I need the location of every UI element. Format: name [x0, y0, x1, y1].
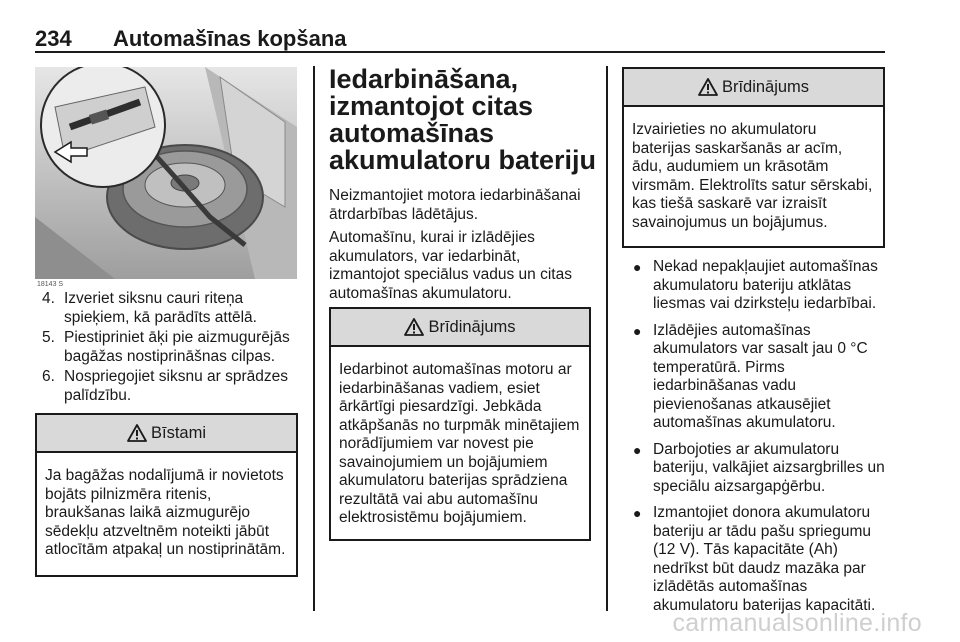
step-text: Izveriet siksnu cauri riteņa spieķiem, kā parādīts attēlā.: [64, 290, 257, 326]
step-number: 4.: [42, 290, 55, 307]
header-rule: [35, 51, 885, 53]
bullet-icon: ●: [633, 505, 642, 521]
paragraph: Automašīnu, kurai ir izlādējies akumulators, var iedarbināt, izmantojot speciālus vadus un citas automašīnas akumulatoru.: [329, 229, 572, 302]
chapter-title: Automašīnas kopšana: [113, 26, 347, 51]
spare-wheel-illustration: [35, 67, 297, 279]
warning-box-body: Izvairieties no akumulatoru baterijas saskaršanās ar acīm, ādu, audumiem un krāsotām virsmām. Elektrolīts satur sērskabi, kas tiešā saskarē var izraisīt savainojumus un bojājumus.: [632, 121, 873, 231]
page-number: 234: [35, 26, 72, 51]
warning-box: [622, 67, 885, 248]
danger-box-header: [37, 415, 296, 453]
list-item: [42, 329, 298, 366]
step-text: Piestipriniet āķi pie aizmugurējās bagāžas nostiprināšnas cilpas.: [64, 329, 290, 365]
bullet-text: Nekad nepakļaujiet automašīnas akumulatoru bateriju atklātas liesmas vai dzirksteļu iedarbībai.: [653, 258, 878, 312]
page-header: [35, 22, 885, 52]
section-title: Iedarbināšana, izmantojot citas automašīnas akumulatoru bateriju: [329, 64, 597, 175]
warning-box-header: [624, 69, 883, 107]
warning-box-header: [331, 309, 589, 347]
warning-triangle-icon: [127, 424, 147, 442]
list-item: [631, 258, 891, 314]
list-item: [631, 322, 891, 433]
warning-triangle-icon: [698, 78, 718, 96]
procedure-steps: [42, 290, 298, 407]
warning-triangle-icon: [404, 318, 424, 336]
list-item: [42, 290, 298, 327]
danger-box-body: Ja bagāžas nodalījumā ir novietots bojāts pilnizmēra ritenis, braukšanas laikā aizmugurējo sēdekļu atzveltnēm noteikti jābūt atlocītām atpakaļ un nostiprinātām.: [45, 467, 286, 558]
list-item: [631, 504, 891, 615]
step-number: 5.: [42, 329, 55, 346]
image-id: 18143 S: [37, 281, 64, 288]
warning-box-title: Brīdinājums: [721, 77, 810, 96]
bullet-icon: ●: [633, 441, 642, 458]
warning-box-title: Brīdinājums: [428, 317, 516, 336]
bullet-list: [631, 258, 891, 623]
warning-box: [329, 307, 591, 541]
step-text: Nospriegojiet siksnu ar sprādzes palīdzību.: [64, 368, 288, 404]
danger-box-title: Bīstami: [150, 423, 206, 442]
watermark: carmanualsonline.info: [672, 609, 922, 637]
step-number: 6.: [42, 368, 55, 385]
bullet-text: Izlādējies automašīnas akumulators var sasalt jau 0 °C temperatūrā. Pirms iedarbināšanas vadu pievienošanas atkausējiet automašīnas akumulatoru.: [653, 321, 868, 431]
list-item: [631, 441, 891, 497]
bullet-icon: ●: [633, 322, 642, 339]
bullet-text: Darbojoties ar akumulatoru bateriju, valkājiet aizsargbrilles un speciālu aizsargapģērbu.: [653, 440, 885, 495]
bullet-icon: ●: [633, 259, 642, 275]
list-item: [42, 368, 298, 405]
paragraph: Neizmantojiet motora iedarbināšanai ātrdarbības lādētājus.: [329, 187, 581, 223]
column-divider-right: [606, 66, 608, 611]
bullet-text: Izmantojiet donora akumulatoru bateriju ar tādu pašu spriegumu (12 V). Tās kapacitāte (Ah) nedrīkst būt daudz mazāka par izlādētās automašīnas akumulatoru baterijas kapacitāti.: [653, 504, 876, 614]
column-divider-left: [313, 66, 315, 611]
warning-box-body: Iedarbinot automašīnas motoru ar iedarbināšanas vadiem, esiet ārkārtīgi piesardzīgi. Jebkāda atkāpšanās no turpmāk minētajiem norādījumiem var novest pie savainojumiem un bojājumiem akumulatoru baterijas sprādziena rezultātā vai abu automašīnu elektrosistēmu bojājumiem.: [339, 361, 580, 526]
danger-box: [35, 413, 298, 577]
